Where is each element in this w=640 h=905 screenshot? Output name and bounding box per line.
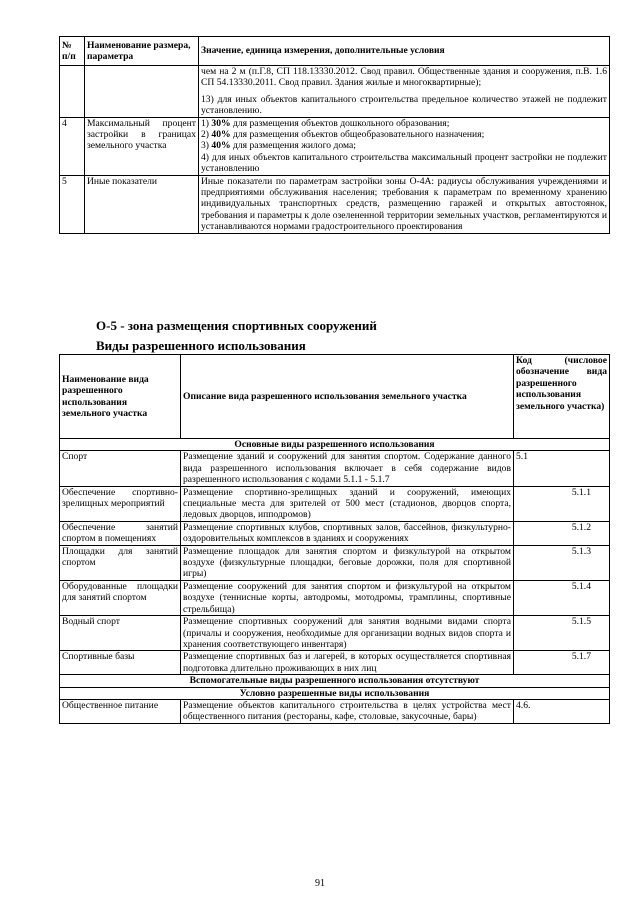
cell-use-desc: Размещение спортивных баз и лагерей, в которых осуществляется спортивная подготовка длительно проживающих в них лиц [181,651,514,675]
cell-name: Иные показатели [85,175,199,233]
parameters-table [59,36,610,234]
table-row [60,699,610,723]
cell-use-name: Спортивные базы [60,651,181,675]
cell-use-desc: Размещение сооружений для занятия спортом и физкультурой на открытом воздухе (теннисные корты, автодромы, мотодромы, трамплины, спортивные стрельбища) [181,580,514,615]
cell-name: Максимальный процент застройки в границах земельного участка [85,117,199,175]
cell-value [199,117,610,175]
section-main-uses: Основные виды разрешенного использования [60,439,610,451]
cell-use-name: Спорт [60,451,181,486]
table-row [60,451,610,486]
header-num: № п/п [60,37,85,66]
section-row [60,675,610,687]
list-item: 4) для иных объектов капитального строительства максимальный процент застройки не подлежит установлению [201,151,607,175]
cell-use-code: 5.1 [514,451,610,486]
continued-text: чем на 2 м (п.Г.8, СП 118.13330.2012. Свод правил. Общественные здания и сооружения, п.В. 1.6 СП 54.13330.2011. Свод правил. Здания жилые и многоквартирные); [201,66,607,89]
section-row [60,687,610,699]
table-row [60,66,610,118]
cell-use-desc: Размещение объектов капитального строительства в целях устройства мест общественного питания (рестораны, кафе, столовые, закусочные, бары) [181,699,514,723]
table-row [60,580,610,615]
table-header-row [60,355,610,439]
cell-use-name: Обеспечение спортивно-зрелищных мероприятий [60,486,181,521]
cell-use-desc: Размещение спортивных клубов, спортивных залов, бассейнов, физкультурно-оздоровительных комплексов в зданиях и сооружениях [181,521,514,545]
header-use-name: Наименование вида разрешенного использования земельного участка [60,355,181,439]
zone-title: О-5 - зона размещения спортивных сооружений [96,318,377,333]
header-use-code: Код (числовое обозначение вида разрешенного использования земельного участка) [514,355,610,439]
cell-name [85,66,199,118]
list-item: 3) 40% для размещения жилого дома; [201,140,356,152]
list-item-text: для размещения объектов дошкольного образования; [230,117,450,129]
header-param-name: Наименование размера, параметра [85,37,199,66]
cell-use-name: Водный спорт [60,616,181,651]
cell-use-name: Оборудованные площадки для занятий спортом [60,580,181,615]
cell-num [60,66,85,118]
cell-use-desc: Размещение площадок для занятия спортом и физкультурой на открытом воздухе (физкультурные площадки, беговые дорожки, поля для спортивной игры) [181,545,514,580]
section-row [60,439,610,451]
cell-use-name: Обеспечение занятий спортом в помещениях [60,521,181,545]
cell-use-code: 5.1.2 [514,521,610,545]
list-item-text: для размещения жилого дома; [230,140,356,152]
list-item: 1) 30% для размещения объектов дошкольного образования; [201,117,450,129]
percent-value: 40% [211,140,231,152]
cell-use-code: 5.1.5 [514,616,610,651]
header-use-desc: Описание вида разрешенного использования земельного участка [181,355,514,439]
section-subtitle: Виды разрешенного использования [96,338,306,353]
cell-use-name: Общественное питание [60,699,181,723]
main-uses-rows [60,451,610,675]
list-item: 2) 40% для размещения объектов общеобразовательного назначения; [201,129,485,141]
cell-use-code: 5.1.7 [514,651,610,675]
cell-use-code: 4.6. [514,699,610,723]
table-row [60,521,610,545]
table-row [60,616,610,651]
percent-value: 40% [211,129,231,141]
cell-value: Иные показатели по параметрам застройки зоны О-4А: радиусы обслуживания учреждениями и предприятиями обслуживания населения; требования к параметрам по временному хранению индивидуальных транспортных средств, размещению гаражей и открытых автостоянок, требования и параметры к доле озелененной территории земельных участков, регламентируются и устанавливаются нормами градостроительного проектирования [199,175,610,233]
table-row [60,117,610,175]
cell-value [199,66,610,118]
cell-use-name: Площадки для занятий спортом [60,545,181,580]
table-row [60,545,610,580]
table-row [60,175,610,233]
cell-num: 5 [60,175,85,233]
page-number: 91 [315,878,325,889]
list-item-text: для размещения объектов общеобразовательного назначения; [230,129,485,141]
cell-use-code: 5.1.3 [514,545,610,580]
cell-use-desc: Размещение спортивно-зрелищных зданий и сооружений, имеющих специальные места для зрителей от 500 мест (стадионов, дворцов спорта, ледовых дворцов, ипподромов) [181,486,514,521]
cell-use-code: 5.1.1 [514,486,610,521]
section-conditional-uses: Условно разрешенные виды использования [60,687,610,699]
cell-use-desc: Размещение зданий и сооружений для занятия спортом. Содержание данного вида разрешенного использования включает в себя содержание видов разрешенного использования с кодами 5.1.1 - 5.1.7 [181,451,514,486]
cell-use-desc: Размещение спортивных сооружений для занятия водными видами спорта (причалы и сооружения, необходимые для организации водных видов спорта и хранения соответствующего инвентаря) [181,616,514,651]
header-param-value: Значение, единица измерения, дополнительные условия [199,37,610,66]
table-row [60,651,610,675]
cell-num: 4 [60,117,85,175]
table-row [60,486,610,521]
cell-use-code: 5.1.4 [514,580,610,615]
percent-value: 30% [211,117,231,129]
permitted-uses-table [59,354,610,724]
table-header-row [60,37,610,66]
section-aux-uses: Вспомогательные виды разрешенного использования отсутствуют [60,675,610,687]
conditional-uses-rows [60,699,610,723]
continued-text-item13: 13) для иных объектов капитального строительства предельное количество этажей не подлежит установлению. [201,93,607,117]
